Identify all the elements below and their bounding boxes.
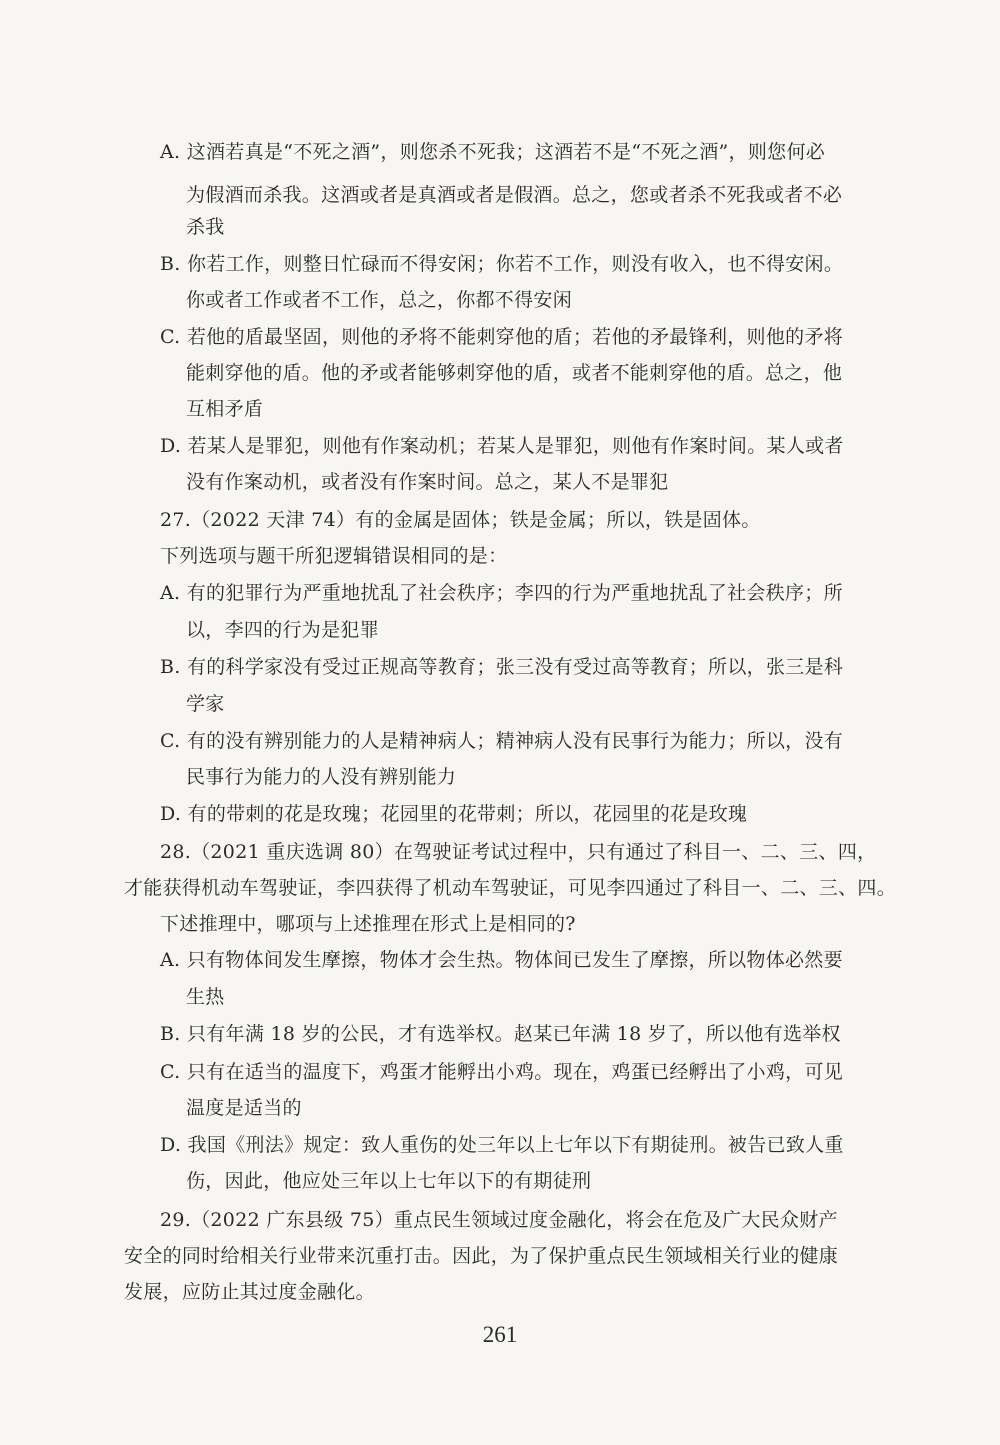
- q26-option-c-line2: 能刺穿他的盾。他的矛或者能够刺穿他的盾，或者不能刺穿他的盾。总之，他: [186, 362, 843, 384]
- q26-option-b-line1: B. 你若工作，则整日忙碌而不得安闲；你若不工作，则没有收入，也不得安闲。: [160, 253, 844, 275]
- q28-option-a-line2: 生热: [186, 986, 225, 1008]
- q27-option-a-line1: A. 有的犯罪行为严重地扰乱了社会秩序；李四的行为严重地扰乱了社会秩序；所: [160, 582, 843, 604]
- q29-stem-line2: 安全的同时给相关行业带来沉重打击。因此，为了保护重点民生领域相关行业的健康: [124, 1245, 839, 1267]
- q29-stem-line1: 29.（2022 广东县级 75）重点民生领域过度金融化，将会在危及广大民众财产: [160, 1209, 838, 1231]
- q28-option-c-line1: C. 只有在适当的温度下，鸡蛋才能孵出小鸡。现在，鸡蛋已经孵出了小鸡，可见: [160, 1061, 844, 1083]
- q28-option-d-line2: 伤，因此，他应处三年以上七年以下的有期徒刑: [186, 1170, 592, 1192]
- q28-option-c-line2: 温度是适当的: [186, 1097, 302, 1119]
- q26-option-a-line1: A. 这酒若真是“不死之酒”，则您杀不死我；这酒若不是“不死之酒”，则您何必: [160, 141, 826, 163]
- q28-option-a-line1: A. 只有物体间发生摩擦，物体才会生热。物体间已发生了摩擦，所以物体必然要: [160, 949, 843, 971]
- q29-stem-line3: 发展，应防止其过度金融化。: [124, 1281, 375, 1303]
- q27-option-b-line1: B. 有的科学家没有受过正规高等教育；张三没有受过高等教育；所以，张三是科: [160, 656, 844, 678]
- q26-option-a-line3: 杀我: [186, 216, 225, 238]
- q27-stem: 27.（2022 天津 74）有的金属是固体；铁是金属；所以，铁是固体。: [160, 509, 761, 531]
- q27-option-b-line2: 学家: [186, 693, 225, 715]
- q26-option-d-line1: D. 若某人是罪犯，则他有作案动机；若某人是罪犯，则他有作案时间。某人或者: [160, 435, 844, 457]
- q26-option-c-line1: C. 若他的盾最坚固，则他的矛将不能刺穿他的盾；若他的矛最锋利，则他的矛将: [160, 326, 844, 348]
- q27-option-d-line1: D. 有的带刺的花是玫瑰；花园里的花带刺；所以，花园里的花是玫瑰: [160, 803, 748, 825]
- q28-option-d-line1: D. 我国《刑法》规定：致人重伤的处三年以上七年以下有期徒刑。被告已致人重: [160, 1134, 844, 1156]
- q28-stem-line1: 28.（2021 重庆选调 80）在驾驶证考试过程中，只有通过了科目一、二、三、四，: [160, 841, 877, 863]
- q28-question: 下述推理中，哪项与上述推理在形式上是相同的?: [160, 913, 576, 935]
- q27-option-c-line1: C. 有的没有辨别能力的人是精神病人；精神病人没有民事行为能力；所以，没有: [160, 730, 844, 752]
- q26-option-a-line2: 为假酒而杀我。这酒或者是真酒或者是假酒。总之，您或者杀不死我或者不必: [186, 184, 843, 206]
- q26-option-c-line3: 互相矛盾: [186, 398, 264, 420]
- q28-option-b-line1: B. 只有年满 18 岁的公民，才有选举权。赵某已年满 18 岁了，所以他有选举权: [160, 1023, 841, 1045]
- q27-question: 下列选项与题干所犯逻辑错误相同的是：: [160, 545, 508, 567]
- q27-option-a-line2: 以，李四的行为是犯罪: [186, 619, 380, 641]
- q28-stem-line2: 才能获得机动车驾驶证，李四获得了机动车驾驶证，可见李四通过了科目一、二、三、四。: [124, 877, 897, 899]
- page-number: 261: [482, 1322, 518, 1347]
- q26-option-d-line2: 没有作案动机，或者没有作案时间。总之，某人不是罪犯: [186, 471, 669, 493]
- q27-option-c-line2: 民事行为能力的人没有辨别能力: [186, 766, 457, 788]
- q26-option-b-line2: 你或者工作或者不工作，总之，你都不得安闲: [186, 289, 573, 311]
